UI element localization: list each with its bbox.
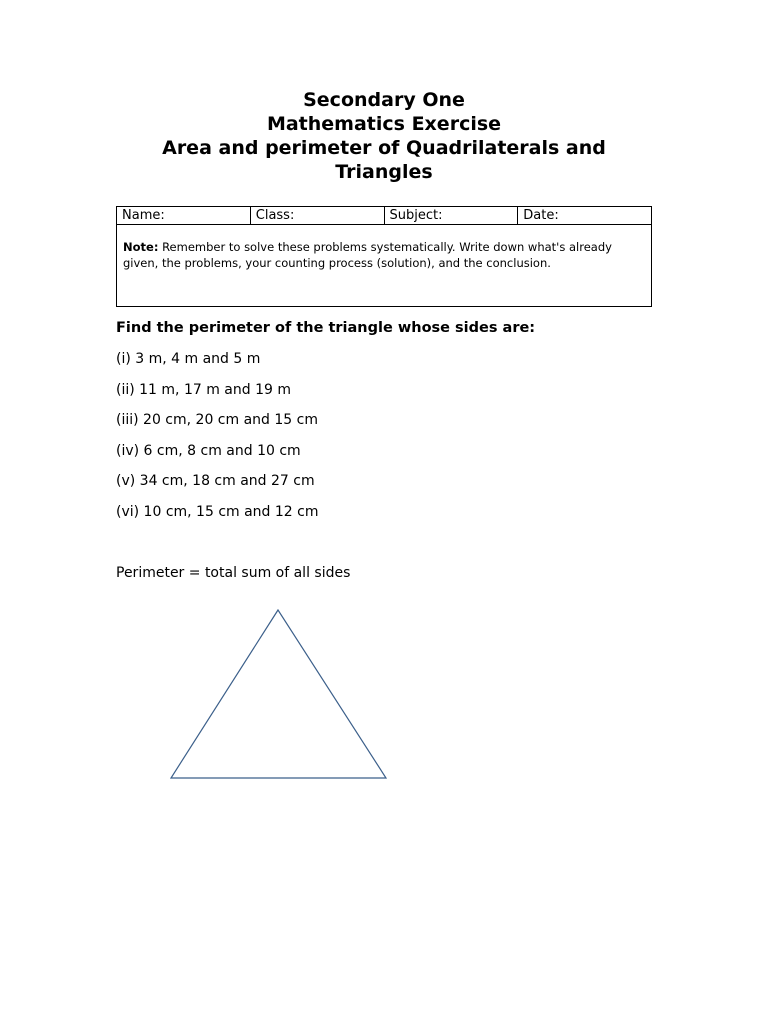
name-field[interactable]: Name: bbox=[117, 207, 251, 224]
problem-item-6: (vi) 10 cm, 15 cm and 12 cm bbox=[116, 503, 319, 520]
subject-field[interactable]: Subject: bbox=[385, 207, 519, 224]
title-line-1: Secondary One bbox=[303, 89, 465, 111]
title-line-3: Area and perimeter of Quadrilaterals and bbox=[162, 137, 606, 159]
note-label: Note: bbox=[123, 240, 159, 254]
problem-item-3: (iii) 20 cm, 20 cm and 15 cm bbox=[116, 412, 318, 429]
question-heading: Find the perimeter of the triangle whose sides are: bbox=[116, 320, 536, 336]
perimeter-definition: Perimeter = total sum of all sides bbox=[116, 565, 351, 581]
note-box bbox=[117, 225, 651, 271]
triangle-shape bbox=[171, 610, 386, 778]
info-header-row bbox=[117, 207, 651, 225]
student-info-table bbox=[116, 206, 652, 307]
problem-item-1: (i) 3 m, 4 m and 5 m bbox=[116, 351, 261, 367]
problem-item-5: (v) 34 cm, 18 cm and 27 cm bbox=[116, 473, 315, 490]
title-line-2: Mathematics Exercise bbox=[266, 113, 502, 135]
class-field[interactable]: Class: bbox=[251, 207, 385, 224]
problem-list bbox=[116, 349, 319, 533]
note-text: Remember to solve these problems systematically. Write down what's already given, the problems, your counting process (solution), and the conclusion. bbox=[123, 240, 612, 270]
document-title bbox=[0, 88, 768, 184]
problem-item-4: (iv) 6 cm, 8 cm and 10 cm bbox=[116, 442, 301, 459]
title-line-4: Triangles bbox=[335, 161, 433, 183]
triangle-diagram bbox=[160, 600, 400, 790]
date-field[interactable]: Date: bbox=[523, 208, 559, 223]
problem-item-2: (ii) 11 m, 17 m and 19 m bbox=[116, 381, 291, 398]
